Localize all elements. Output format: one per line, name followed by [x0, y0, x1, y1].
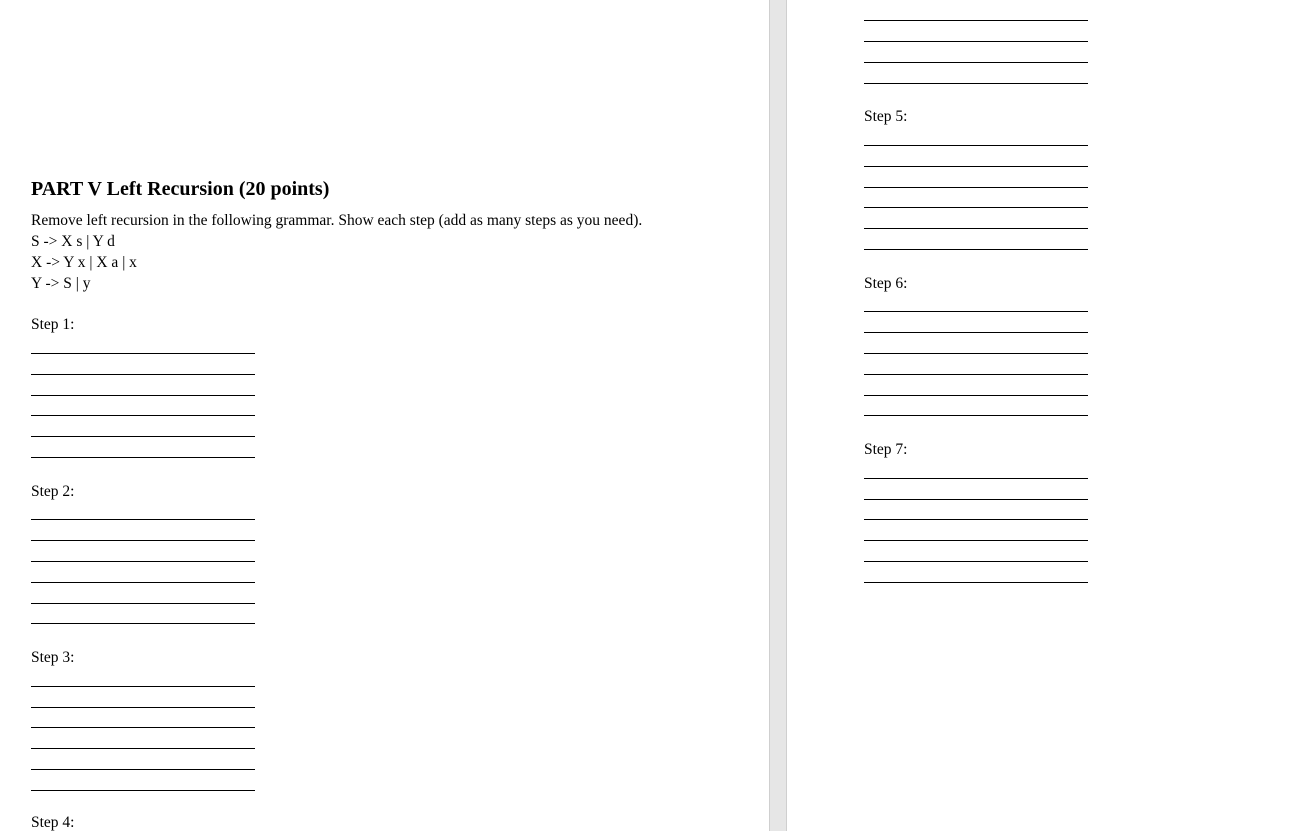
step-4-answer-line	[864, 62, 1088, 63]
step-5-answer-line	[864, 228, 1088, 229]
step-5-answer-line	[864, 166, 1088, 167]
step-1-answer-line	[31, 457, 255, 458]
step-1-answer-line	[31, 415, 255, 416]
step-7-answer-line	[864, 582, 1088, 583]
step-6-label: Step 6:	[864, 275, 908, 292]
step-1-answer-line	[31, 436, 255, 437]
step-6-answer-line	[864, 395, 1088, 396]
step-5-answer-line	[864, 187, 1088, 188]
step-2-label: Step 2:	[31, 483, 75, 500]
step-3-answer-line	[31, 748, 255, 749]
step-4-answer-line	[864, 41, 1088, 42]
step-5-answer-line	[864, 249, 1088, 250]
step-5-label: Step 5:	[864, 108, 908, 125]
step-2-answer-line	[31, 540, 255, 541]
step-7-answer-line	[864, 540, 1088, 541]
step-1-answer-line	[31, 353, 255, 354]
step-2-answer-line	[31, 519, 255, 520]
instruction-text: Remove left recursion in the following grammar. Show each step (add as many steps as you need).	[31, 212, 643, 229]
step-2-answer-line	[31, 582, 255, 583]
grammar-rule-x: X -> Y x | X a | x	[31, 254, 137, 271]
step-3-answer-line	[31, 727, 255, 728]
step-6-answer-line	[864, 374, 1088, 375]
step-7-answer-line	[864, 519, 1088, 520]
step-2-answer-line	[31, 603, 255, 604]
step-7-answer-line	[864, 499, 1088, 500]
document-page-right	[787, 0, 1304, 831]
step-7-label: Step 7:	[864, 441, 908, 458]
step-6-answer-line	[864, 353, 1088, 354]
step-7-answer-line	[864, 561, 1088, 562]
step-3-label: Step 3:	[31, 649, 75, 666]
step-4-answer-line	[864, 83, 1088, 84]
step-3-answer-line	[31, 707, 255, 708]
step-2-answer-line	[31, 623, 255, 624]
step-6-answer-line	[864, 311, 1088, 312]
page-gutter	[769, 0, 787, 831]
step-7-answer-line	[864, 478, 1088, 479]
step-1-answer-line	[31, 374, 255, 375]
step-6-answer-line	[864, 415, 1088, 416]
step-1-label: Step 1:	[31, 316, 75, 333]
step-2-answer-line	[31, 561, 255, 562]
grammar-rule-y: Y -> S | y	[31, 275, 91, 292]
step-5-answer-line	[864, 207, 1088, 208]
step-5-answer-line	[864, 145, 1088, 146]
part-heading: PART V Left Recursion (20 points)	[31, 178, 330, 200]
step-1-answer-line	[31, 395, 255, 396]
step-3-answer-line	[31, 686, 255, 687]
grammar-rule-s: S -> X s | Y d	[31, 233, 115, 250]
step-3-answer-line	[31, 790, 255, 791]
step-4-label: Step 4:	[31, 814, 75, 831]
step-3-answer-line	[31, 769, 255, 770]
step-6-answer-line	[864, 332, 1088, 333]
step-4-answer-line	[864, 20, 1088, 21]
